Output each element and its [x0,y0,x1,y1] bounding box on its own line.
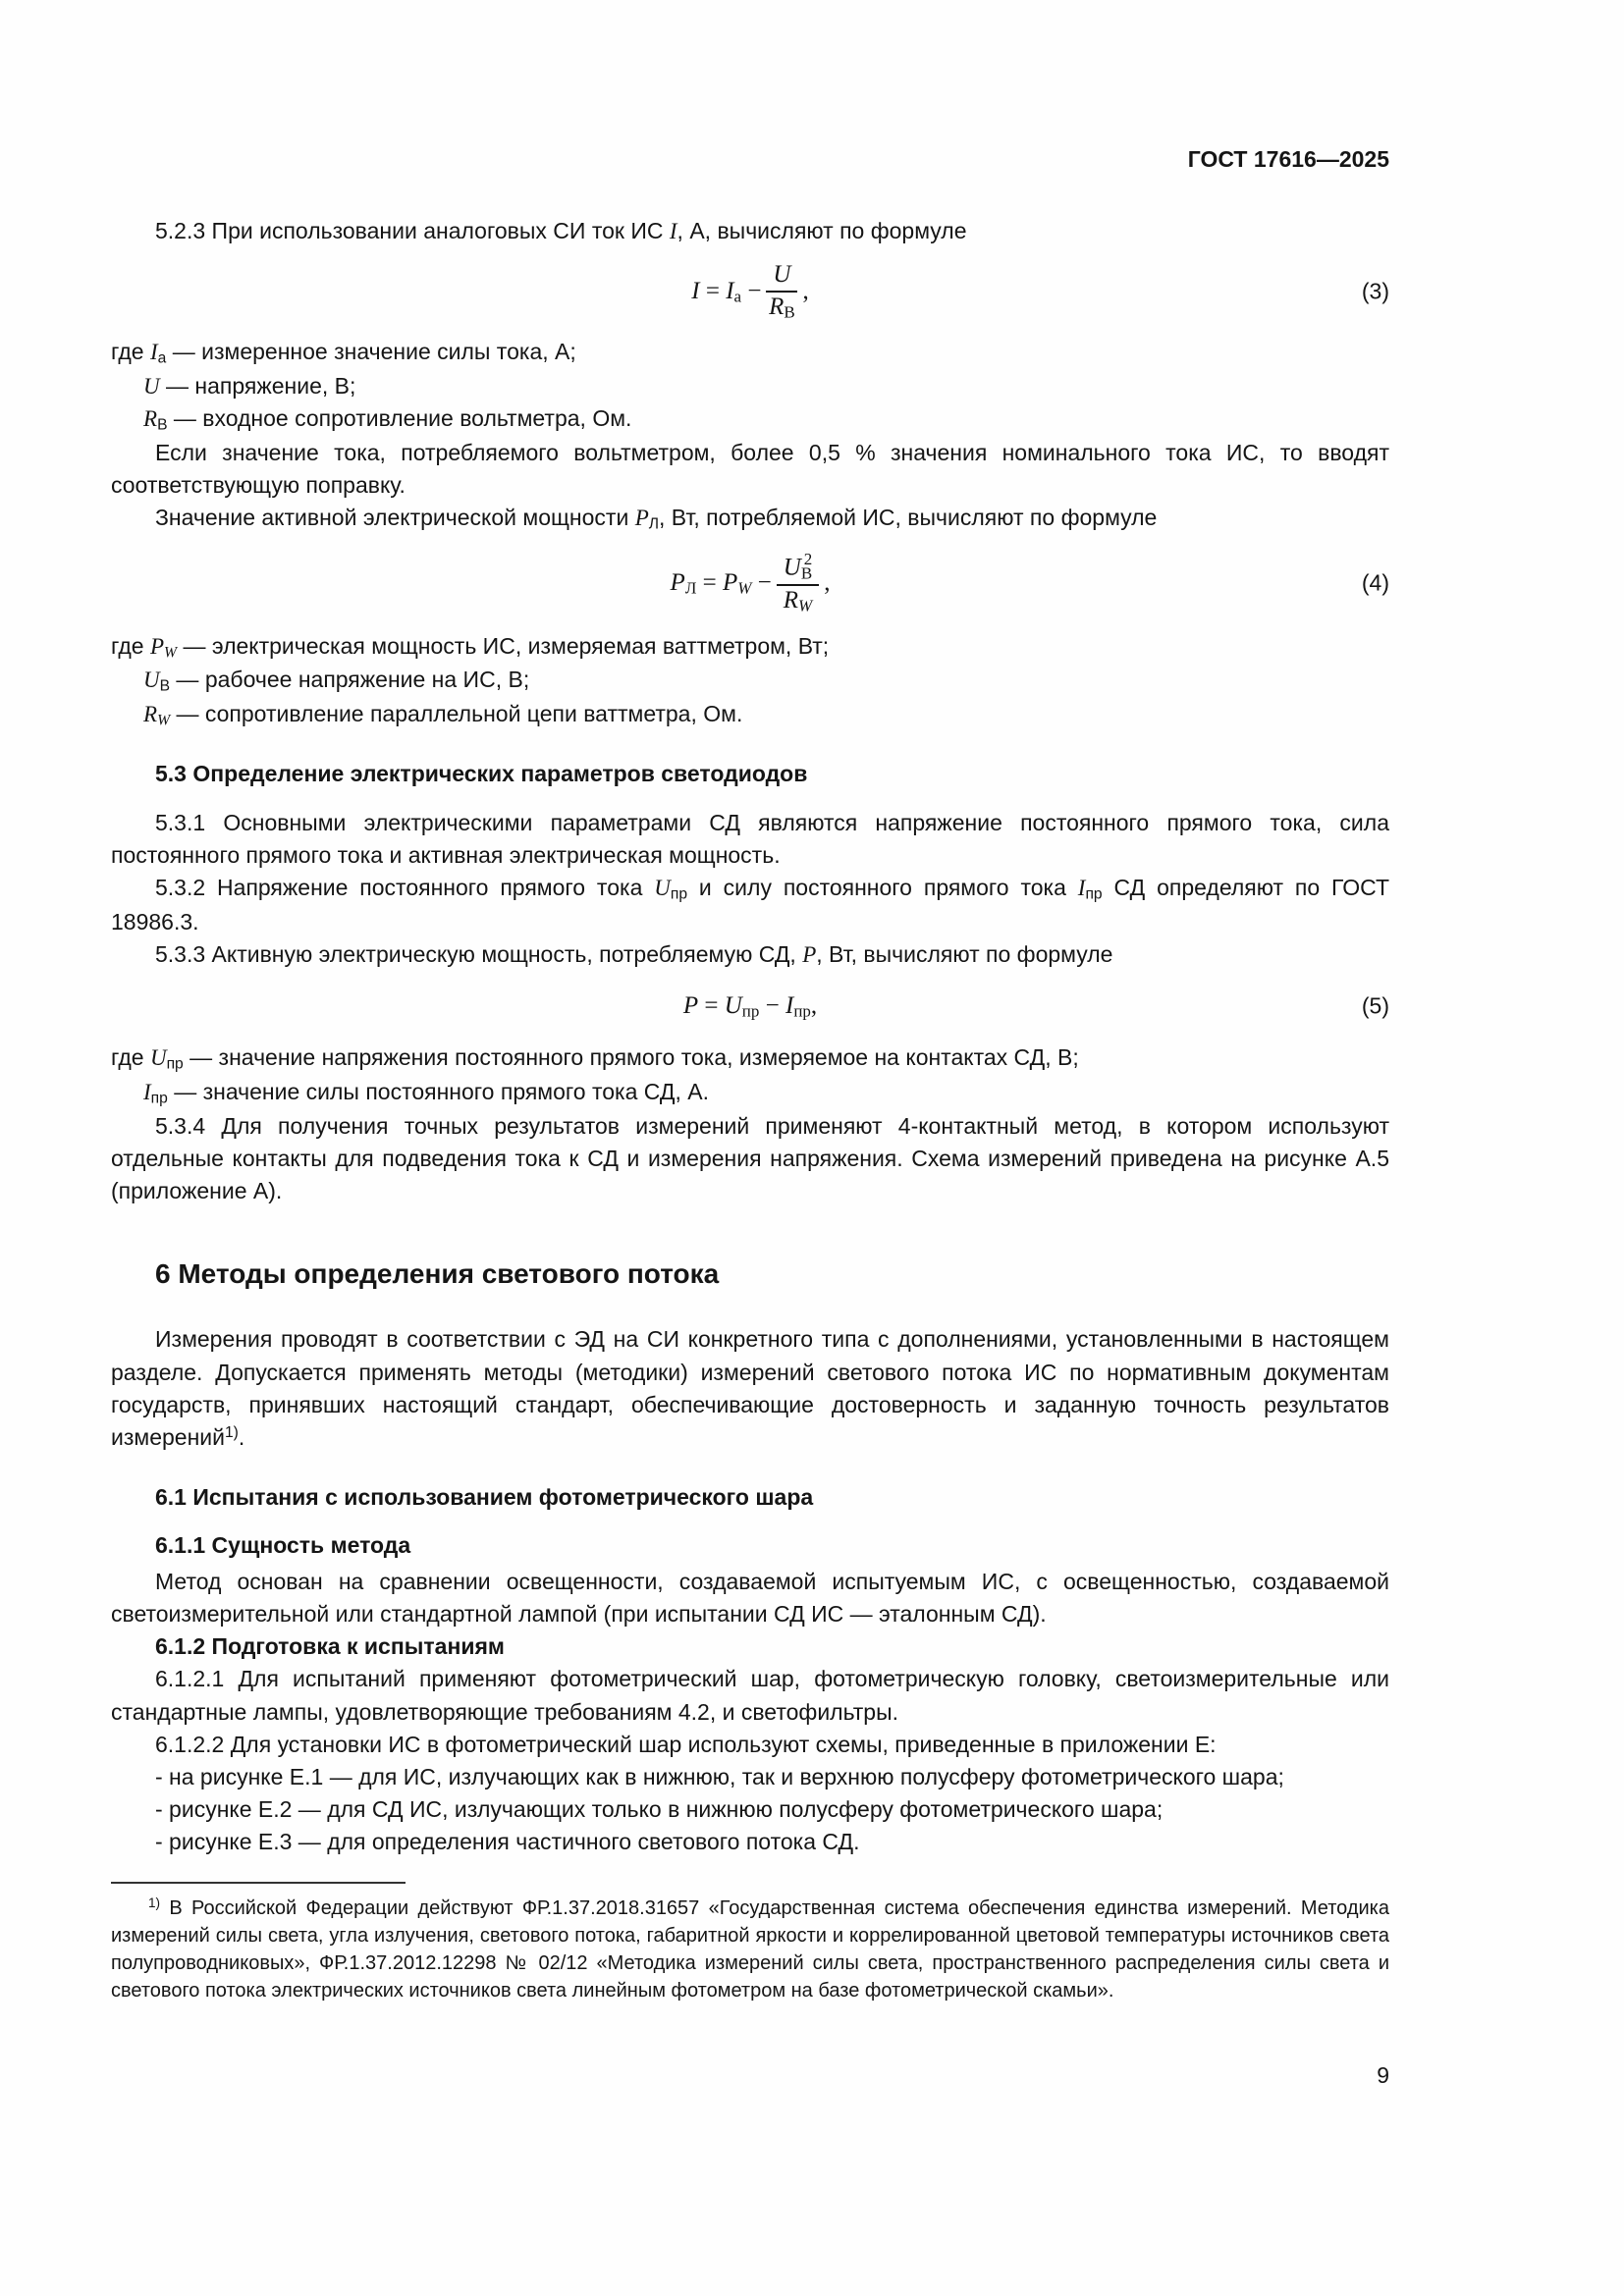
list-item-e2: - рисунке Е.2 — для СД ИС, излучающих только в нижнюю полусферу фотометрического шара; [155,1795,1164,1822]
definition-line: $U_В$ — рабочее напряжение на ИС, В; [143,667,530,695]
formula-3 [111,261,1389,322]
footnote-rule [111,1882,406,1884]
equation-number-4: (4) [1361,569,1389,596]
formula-3-lhs: $I = I_а$ − [691,278,762,306]
paragraph-5-3-3: 5.3.3 Активную электрическую мощность, потребляемую СД, P, Вт, вычисляют по формуле [155,940,1113,967]
formula-3-fraction [766,261,797,322]
definition-line: U — напряжение, В; [143,373,356,400]
paragraph-5-3-2: 5.3.2 Напряжение постоянного прямого тока $U_{пр}$ и силу постоянного прямого тока $I_{пр}$ СД определяют по ГОСТ 18986.3. [111,874,1389,934]
paragraph-active-power: Значение активной электрической мощности $P_Л$, Вт, потребляемой ИС, вычисляют по формуле [155,505,1158,533]
paragraph-5-3-1: 5.3.1 Основными электрическими параметрами СД являются напряжение постоянного прямого тока, сила постоянного прямого тока и активная электрическая мощность. [111,809,1389,868]
list-item-e3: - рисунке Е.3 — для определения частичного светового потока СД. [155,1828,860,1854]
section-heading-6-1: 6.1 Испытания с использованием фотометрического шара [155,1483,814,1510]
definition-line: $I_{пр}$ — значение силы постоянного прямого тока СД, А. [143,1078,709,1107]
fraction-denominator: RW [783,587,813,615]
formula-5-expression [683,988,817,1024]
paragraph-6-1-2-2: 6.1.2.2 Для установки ИС в фотометрический шар используют схемы, приведенные в приложении Е: [155,1731,1217,1757]
definition-line: где $I_а$ — измеренное значение силы тока, А; [111,339,576,367]
formula-4-fraction [777,550,819,615]
definition-line: где $U_{пр}$ — значение напряжения постоянного прямого тока, измеряемое на контактах СД, В; [111,1043,1079,1073]
section-heading-6-1-2: 6.1.2 Подготовка к испытаниям [155,1633,505,1660]
fraction-numerator: $U_В^2$ [777,550,819,586]
list-item-e1: - на рисунке Е.1 — для ИС, излучающих как в нижнюю, так и верхнюю полусферу фотометрического шара; [155,1763,1284,1789]
paragraph-6-1-1: Метод основан на сравнении освещенности, создаваемой испытуемым ИС, с освещенностью, создаваемой светоизмерительной или стандартной лампой (при испытании СД ИС — эталонным СД). [111,1569,1389,1628]
section-heading-6-1-1: 6.1.1 Сущность метода [155,1531,411,1558]
paragraph-voltmeter-note: Если значение тока, потребляемого вольтметром, более 0,5 % значения номинального тока ИС, то вводят соответствующую поправку. [111,440,1389,499]
formula-4-lhs: $P_Л$ = PW − [670,568,772,598]
formula-4 [111,550,1389,615]
fraction-numerator: U [766,261,797,293]
definition-line: $R_В$ — входное сопротивление вольтметра, Ом. [143,405,632,434]
formula-3-expression [691,261,808,322]
formula-5-line: $P = U_{пр} - I_{пр}$, [682,991,818,1021]
footnote-text: $^{1)}$ В Российской Федерации действуют ФР.1.37.2018.31657 «Государственная система обеспечения единства измерений. Методика измерений силы света, угла излучения, светового потока, габаритной яркости и коррелированной цветовой температуры источников света полупроводниковых», ФР.1.37.2012.12298 № 02/12 «Методика измерений силы света, пространственного распределения силы света и светового потока электрических источников света линейным фотометром на базе фотометрической скамьи». [111,1896,1389,2002]
formula-4-tail: , [824,568,831,596]
equation-number-5: (5) [1361,992,1389,1019]
formula-3-tail: , [802,278,809,305]
paragraph-5-2-3: 5.2.3 При использовании аналоговых СИ ток ИС I, А, вычисляют по формуле [155,218,967,244]
formula-5 [111,985,1389,1028]
section-heading-5-3: 5.3 Определение электрических параметров светодиодов [155,761,808,787]
definition-line: где PW — электрическая мощность ИС, измеряемая ваттметром, Вт; [111,632,830,661]
paragraph-5-3-4: 5.3.4 Для получения точных результатов измерений применяют 4-контактный метод, в котором используют отдельные контакты для подведения тока к СД и измерения напряжения. Схема измерений приведена на рисунке А.5 (приложение А). [111,1112,1389,1204]
page-content [111,143,1389,2004]
paragraph-6-intro: Измерения проводят в соответствии с ЭД на СИ конкретного типа с дополнениями, установленными в настоящем разделе. Допускается применять методы (методики) измерений светового потока ИС по нормативным документам государств, принявших настоящий стандарт, обеспечивающие достоверность и заданную точность результатов измерений$^{1)}$. [111,1326,1389,1450]
definition-line: RW — сопротивление параллельной цепи ваттметра, Ом. [143,701,743,729]
doc-code-header: ГОСТ 17616—2025 [1187,146,1389,172]
paragraph-6-1-2-1: 6.1.2.1 Для испытаний применяют фотометрический шар, фотометрическую головку, светоизмерительные или стандартные лампы, удовлетворяющие требованиям 4.2, и светофильтры. [111,1666,1389,1725]
section-heading-6: 6 Методы определения светового потока [155,1258,720,1290]
page-number: 9 [1377,2062,1389,2088]
formula-4-expression [671,550,831,615]
equation-number-3: (3) [1361,278,1389,304]
fraction-denominator: $R_В$ [769,293,795,322]
